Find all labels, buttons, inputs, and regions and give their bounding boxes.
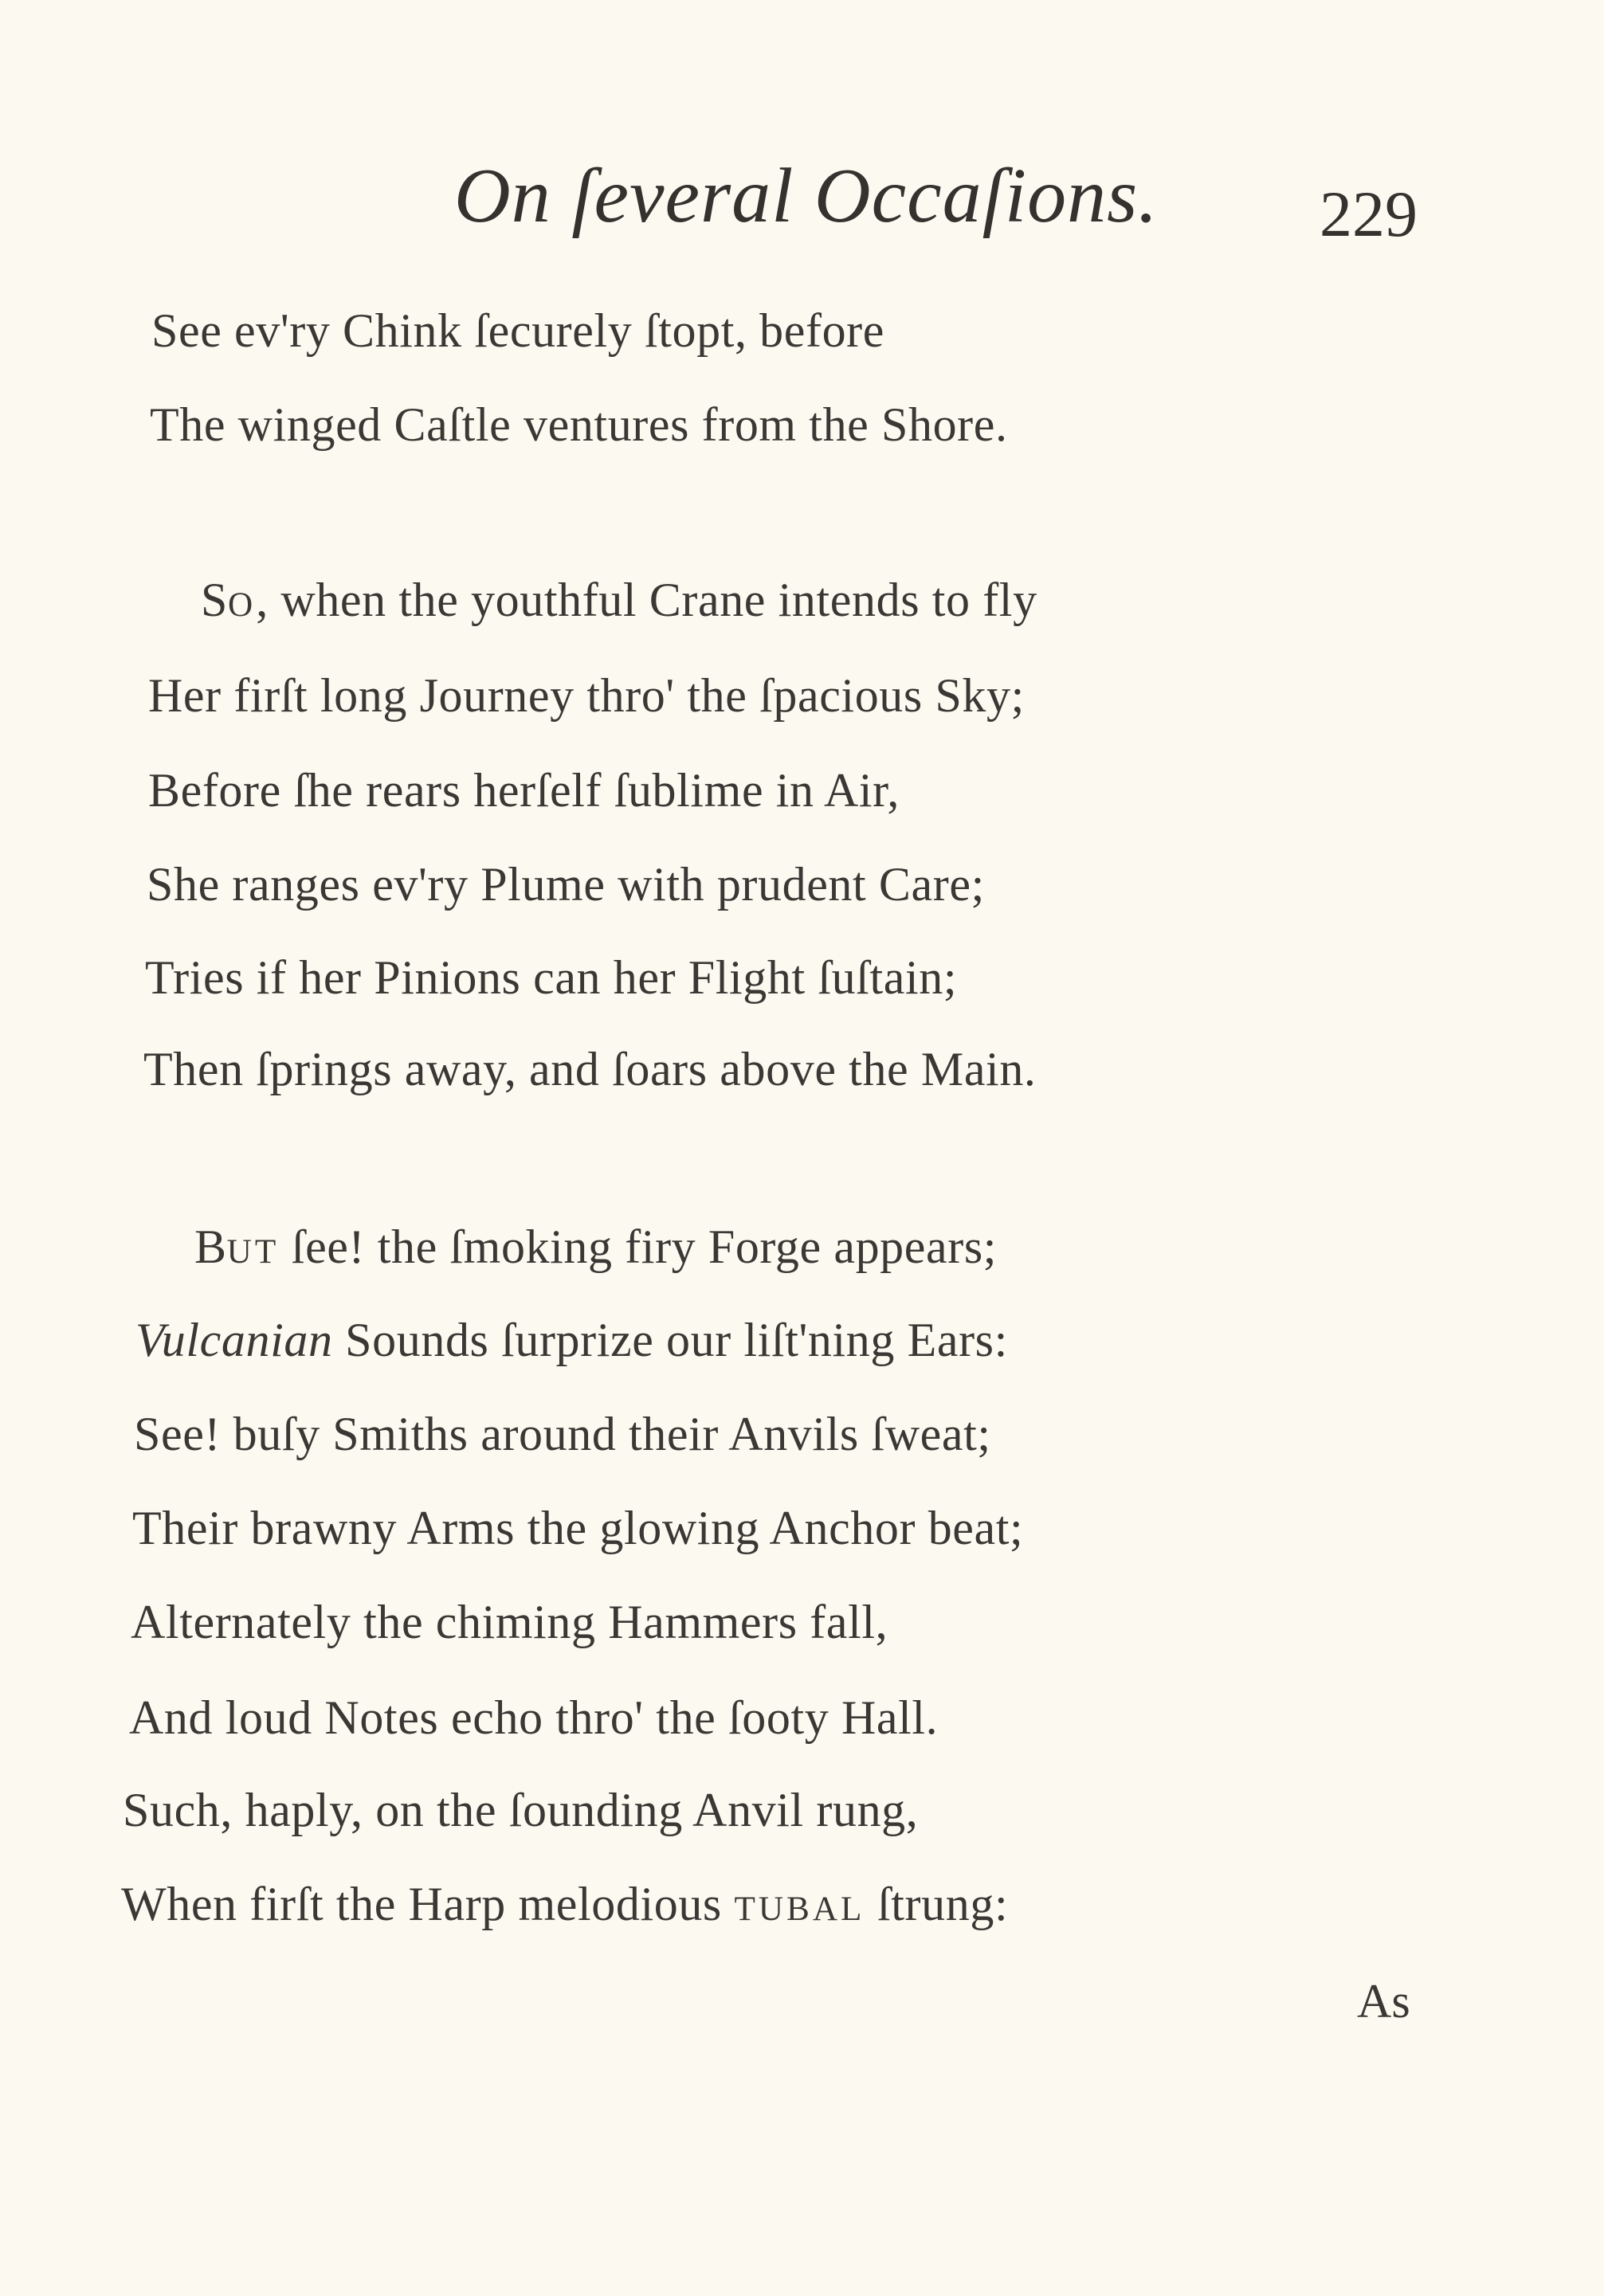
small-caps-text: UT — [226, 1233, 280, 1271]
verse-line-text: Sounds ſurprize our liſt'ning Ears: — [332, 1314, 1008, 1366]
verse-line: She ranges ev'ry Plume with prudent Care; — [147, 858, 985, 911]
small-caps-text: O — [227, 586, 257, 624]
verse-line: Before ſhe rears herſelf ſublime in Air, — [148, 764, 900, 817]
verse-line: Then ſprings away, and ſoars above the Main. — [143, 1043, 1037, 1095]
running-head-title: On ſeveral Occaſions. — [454, 153, 1159, 239]
verse-line: And loud Notes echo thro' the ſooty Hall. — [129, 1691, 939, 1744]
catchword: As — [1357, 1975, 1410, 2028]
verse-line: Their brawny Arms the glowing Anchor beat; — [132, 1502, 1024, 1554]
verse-line: The winged Caſtle ventures from the Shore. — [150, 398, 1008, 451]
verse-line: Such, haply, on the ſounding Anvil rung, — [123, 1784, 919, 1836]
small-caps-text: TUBAL — [734, 1890, 865, 1928]
verse-line-stanza-opening — [194, 1220, 998, 1273]
verse-line-text: , when the youthful Crane intends to fly — [256, 574, 1037, 626]
initial-capital: B — [194, 1220, 227, 1273]
verse-line-text: When firſt the Harp melodious — [121, 1878, 735, 1930]
initial-capital: S — [201, 574, 228, 626]
verse-line — [135, 1316, 1008, 1364]
italic-word: Vulcanian — [135, 1314, 333, 1366]
verse-line: Alternately the chiming Hammers fall, — [131, 1596, 888, 1648]
verse-line-stanza-opening — [201, 576, 1037, 624]
verse-line: Tries if her Pinions can her Flight ſuſtain; — [145, 951, 958, 1004]
verse-line-text: ſee! the ſmoking firy Forge appears; — [279, 1220, 998, 1273]
page-number: 229 — [1320, 178, 1418, 250]
verse-line-text: ſtrung: — [865, 1878, 1009, 1930]
verse-line — [121, 1880, 1008, 1928]
verse-line: Her firſt long Journey thro' the ſpacious Sky; — [148, 669, 1025, 722]
verse-line: See ev'ry Chink ſecurely ſtopt, before — [151, 304, 884, 357]
verse-line: See! buſy Smiths around their Anvils ſweat; — [134, 1408, 991, 1460]
